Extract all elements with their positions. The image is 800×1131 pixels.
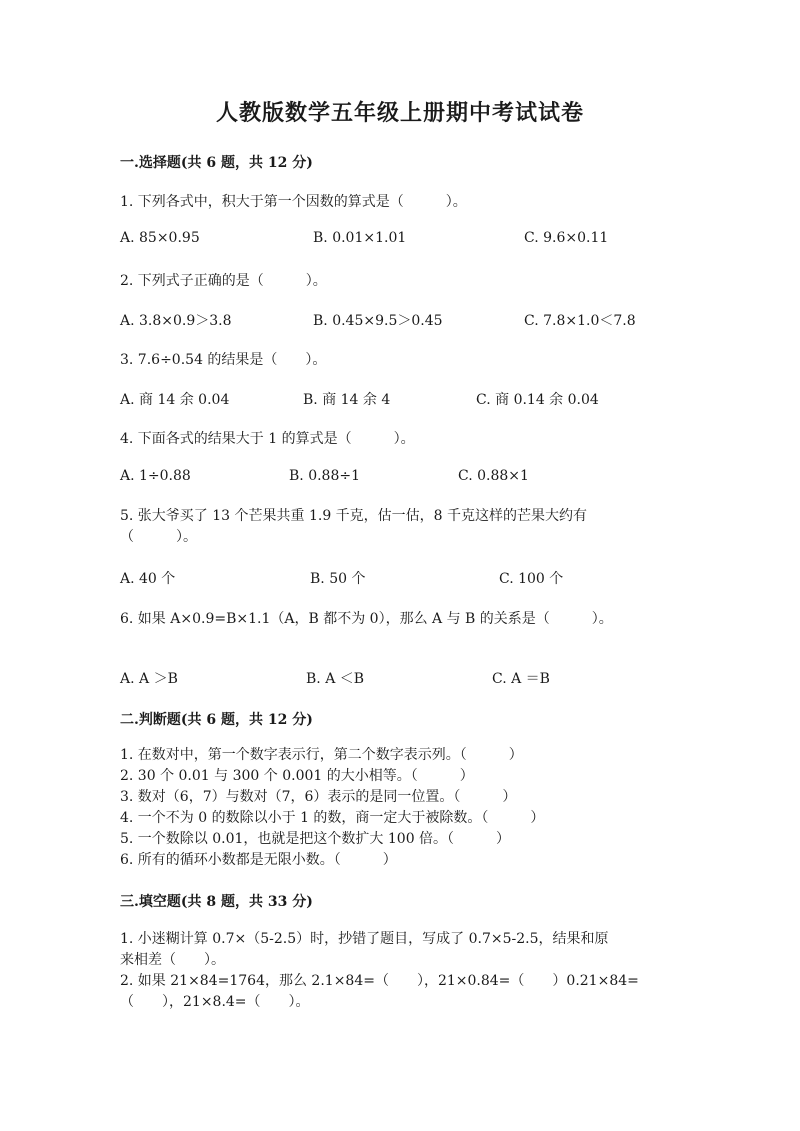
option-c: C. 商 0.14 余 0.04 — [476, 392, 599, 408]
section-heading-judge: 二.判断题(共 6 题，共 12 分) — [120, 712, 313, 728]
option-b: B. 商 14 余 4 — [303, 392, 391, 408]
question-stem-line: 5. 张大爷买了 13 个芒果共重 1.9 千克，估一估，8 千克这样的芒果大约有 — [120, 508, 588, 524]
judge-item: 3. 数对（6，7）与数对（7，6）表示的是同一位置。（ ） — [120, 789, 517, 805]
option-c: C. 7.8×1.0＜7.8 — [524, 313, 636, 329]
option-a: A. A ＞B — [120, 671, 178, 687]
fill-line: 1. 小迷糊计算 0.7×（5-2.5）时，抄错了题目，写成了 0.7×5-2.5，结果和原 — [120, 931, 609, 947]
question-stem: 2. 下列式子正确的是（ ）。 — [120, 273, 327, 289]
option-c: C. A ＝B — [492, 671, 550, 687]
option-b: B. 0.88÷1 — [289, 468, 360, 484]
option-a: A. 40 个 — [120, 571, 176, 587]
option-b: B. 0.01×1.01 — [313, 230, 407, 246]
option-a: A. 1÷0.88 — [120, 468, 191, 484]
question-stem — [120, 506, 680, 548]
section-heading-choice: 一.选择题(共 6 题，共 12 分) — [120, 155, 313, 171]
question-stem-line: （ ）。 — [120, 529, 197, 545]
options-row — [0, 310, 800, 330]
option-b: B. 50 个 — [310, 571, 366, 587]
judge-item: 1. 在数对中，第一个数字表示行，第二个数字表示列。（ ） — [120, 747, 523, 763]
fill-question — [120, 929, 680, 971]
judge-item: 4. 一个不为 0 的数除以小于 1 的数，商一定大于被除数。（ ） — [120, 810, 545, 826]
question-stem: 6. 如果 A×0.9=B×1.1（A，B 都不为 0），那么 A 与 B 的关系是（ ）。 — [120, 611, 613, 627]
question-stem: 3. 7.6÷0.54 的结果是（ ）。 — [120, 352, 327, 368]
fill-question — [120, 971, 680, 1013]
option-a: A. 85×0.95 — [120, 230, 200, 246]
option-c: C. 100 个 — [499, 571, 564, 587]
option-c: C. 9.6×0.11 — [524, 230, 609, 246]
option-a: A. 3.8×0.9＞3.8 — [120, 313, 232, 329]
option-b: B. 0.45×9.5＞0.45 — [313, 313, 443, 329]
exam-title: 人教版数学五年级上册期中考试试卷 — [215, 100, 584, 126]
options-row — [0, 389, 800, 409]
judge-item: 5. 一个数除以 0.01，也就是把这个数扩大 100 倍。（ ） — [120, 831, 511, 847]
options-row — [0, 568, 800, 588]
judge-list — [120, 745, 680, 871]
options-row — [0, 468, 800, 488]
judge-item: 2. 30 个 0.01 与 300 个 0.001 的大小相等。（ ） — [120, 768, 474, 784]
fill-line: 来相差（ ）。 — [120, 952, 225, 968]
judge-item: 6. 所有的循环小数都是无限小数。（ ） — [120, 852, 397, 868]
option-a: A. 商 14 余 0.04 — [120, 392, 230, 408]
fill-line: 2. 如果 21×84=1764，那么 2.1×84=（ ），21×0.84=（ ）0.21×84= — [120, 973, 639, 989]
options-row — [0, 668, 800, 688]
question-stem: 1. 下列各式中，积大于第一个因数的算式是（ ）。 — [120, 194, 467, 210]
fill-line: （ ），21×8.4=（ ）。 — [120, 994, 310, 1010]
option-c: C. 0.88×1 — [458, 468, 529, 484]
section-heading-fill: 三.填空题(共 8 题，共 33 分) — [120, 894, 313, 910]
option-b: B. A ＜B — [306, 671, 365, 687]
options-row — [0, 230, 800, 250]
question-stem: 4. 下面各式的结果大于 1 的算式是（ ）。 — [120, 431, 415, 447]
